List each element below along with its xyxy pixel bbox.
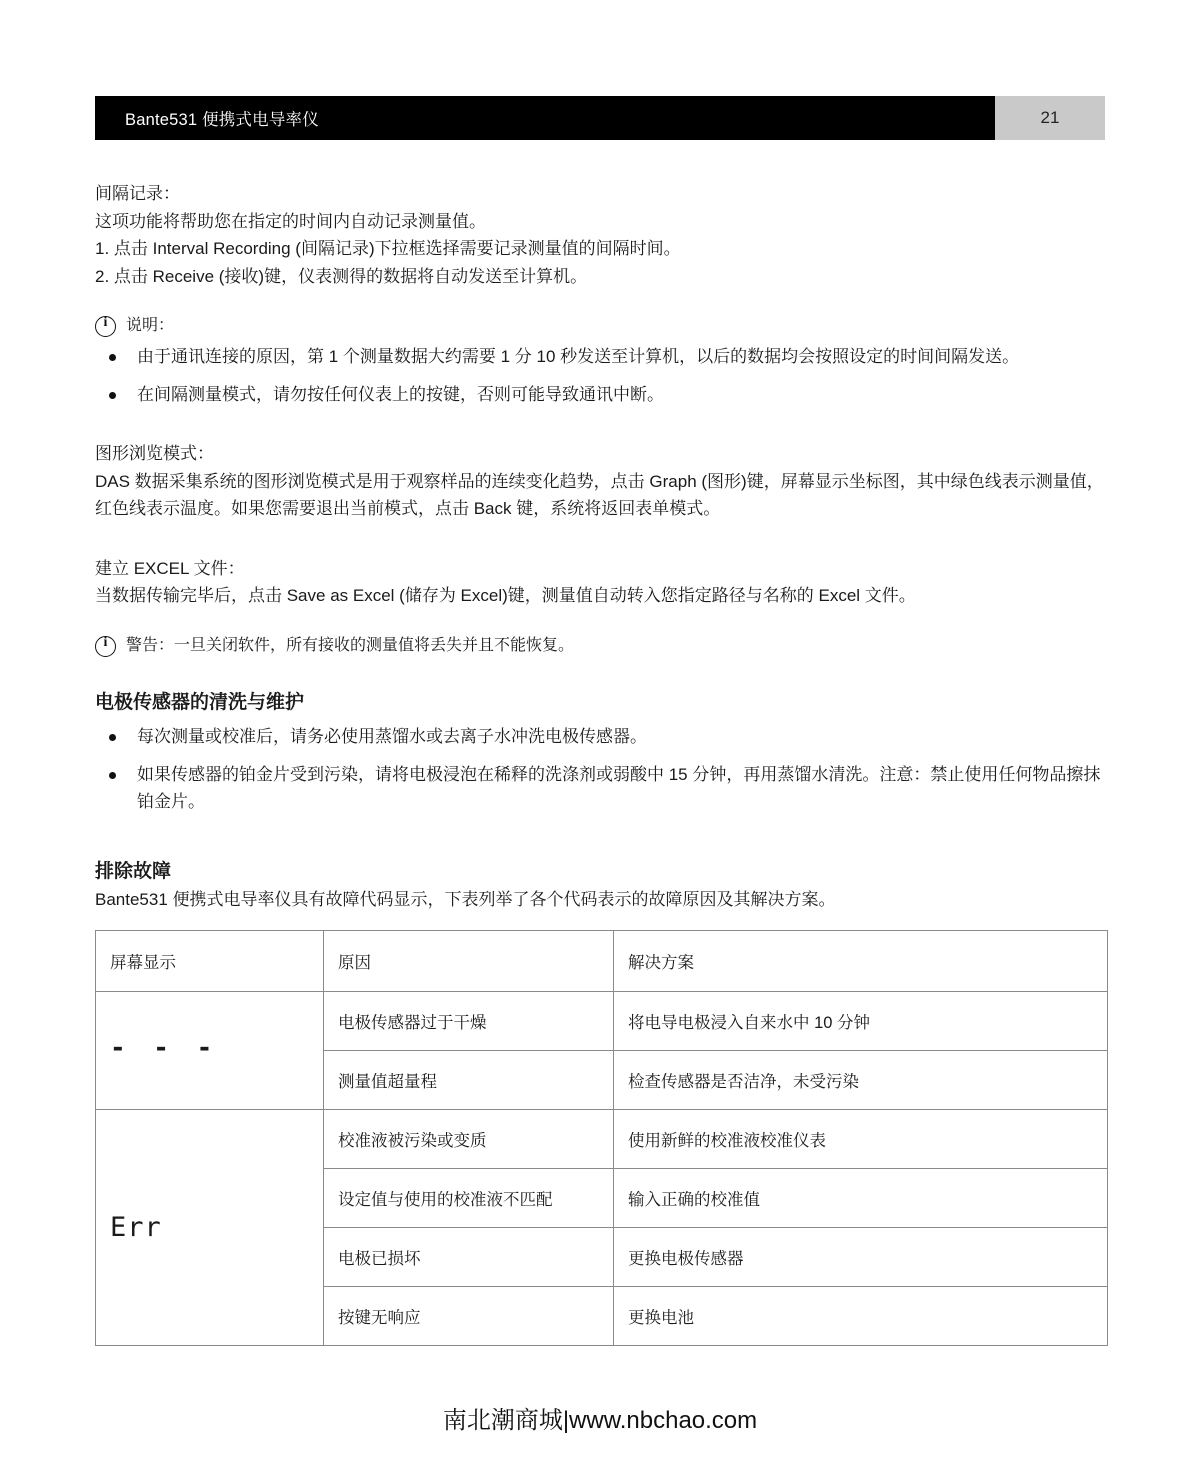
table-cell-cause: 电极已损坏 (324, 1227, 614, 1286)
table-cell-solution: 检查传感器是否洁净，未受污染 (614, 1050, 1108, 1109)
graph-description-line-2: 红色线表示温度。如果您需要退出当前模式，点击 Back 键，系统将返回表单模式。 (95, 499, 721, 519)
table-cell-solution: 将电导电极浸入自来水中 10 分钟 (614, 991, 1108, 1050)
table-header-cell: 屏幕显示 (96, 930, 324, 991)
troubleshooting-table (95, 930, 1108, 1346)
table-row (96, 991, 1108, 1050)
error-code-err: Err (110, 1211, 162, 1243)
list-item: 每次测量或校准后，请务必使用蒸馏水或去离子水冲洗电极传感器。 (95, 723, 1107, 751)
interval-heading: 间隔记录： (95, 184, 180, 203)
header-title: Bante531 便携式电导率仪 (125, 111, 319, 129)
info-icon (95, 316, 116, 337)
page-number-box (995, 96, 1105, 140)
note-label: 说明： (126, 317, 175, 335)
page-header (95, 96, 1105, 140)
info-icon (95, 636, 116, 657)
footer-text: 南北潮商城|www.nbchao.com (442, 1407, 758, 1434)
table-cell-cause: 测量值超量程 (324, 1050, 614, 1109)
note-block-header (95, 312, 1107, 337)
warning-text: 警告：一旦关闭软件，所有接收的测量值将丢失并且不能恢复。 (126, 636, 575, 654)
table-cell-solution: 更换电极传感器 (614, 1227, 1108, 1286)
page-footer (0, 1400, 1200, 1435)
error-code-cell-err (96, 1109, 324, 1345)
error-code-dashes: - - - (110, 1033, 219, 1064)
table-cell-cause: 电极传感器过于干燥 (324, 991, 614, 1050)
excel-description: 当数据传输完毕后，点击 Save as Excel (储存为 Excel)键，测量值自动转入您指定路径与名称的 Excel 文件。 (95, 586, 916, 606)
graph-description-line-1: DAS 数据采集系统的图形浏览模式是用于观察样品的连续变化趋势，点击 Graph (图形)键，屏幕显示坐标图，其中绿色线表示测量值， (95, 471, 1104, 491)
table-cell-solution: 更换电池 (614, 1286, 1108, 1345)
header-title-bar (95, 96, 995, 140)
list-item: 由于通讯连接的原因，第 1 个测量数据大约需要 1 分 10 秒发送至计算机，以后的数据均会按照设定的时间间隔发送。 (95, 343, 1107, 371)
table-row (96, 1109, 1108, 1168)
list-item: 如果传感器的铂金片受到污染，请将电极浸泡在稀释的洗涤剂或弱酸中 15 分钟，再用蒸馏水清洗。注意：禁止使用任何物品擦抹铂金片。 (95, 761, 1107, 816)
troubleshooting-heading: 排除故障 (95, 860, 172, 882)
troubleshooting-intro: Bante531 便携式电导率仪具有故障代码显示，下表列举了各个代码表示的故障原因及其解决方案。 (95, 890, 836, 910)
table-header-cell: 原因 (324, 930, 614, 991)
page-number: 21 (1040, 108, 1060, 127)
table-cell-cause: 按键无响应 (324, 1286, 614, 1345)
table-cell-cause: 校准液被污染或变质 (324, 1109, 614, 1168)
table-header-row (96, 930, 1108, 991)
maintenance-heading: 电极传感器的清洗与维护 (95, 691, 305, 713)
table-cell-solution: 使用新鲜的校准液校准仪表 (614, 1109, 1108, 1168)
interval-description: 这项功能将帮助您在指定的时间内自动记录测量值。 (95, 211, 486, 231)
excel-heading: 建立 EXCEL 文件： (95, 558, 245, 578)
page-content (95, 180, 1107, 1346)
interval-step-2: 2. 点击 Receive (接收)键，仪表测得的数据将自动发送至计算机。 (95, 266, 588, 286)
note-list (95, 343, 1107, 408)
warning-block (95, 632, 1107, 657)
interval-step-1: 1. 点击 Interval Recording (间隔记录)下拉框选择需要记录测量值的间隔时间。 (95, 239, 681, 259)
maintenance-list (95, 723, 1107, 816)
graph-heading: 图形浏览模式： (95, 444, 214, 464)
table-cell-solution: 输入正确的校准值 (614, 1168, 1108, 1227)
error-code-cell-dashes (96, 991, 324, 1109)
table-cell-cause: 设定值与使用的校准液不匹配 (324, 1168, 614, 1227)
list-item: 在间隔测量模式，请勿按任何仪表上的按键，否则可能导致通讯中断。 (95, 381, 1107, 409)
table-header-cell: 解决方案 (614, 930, 1108, 991)
